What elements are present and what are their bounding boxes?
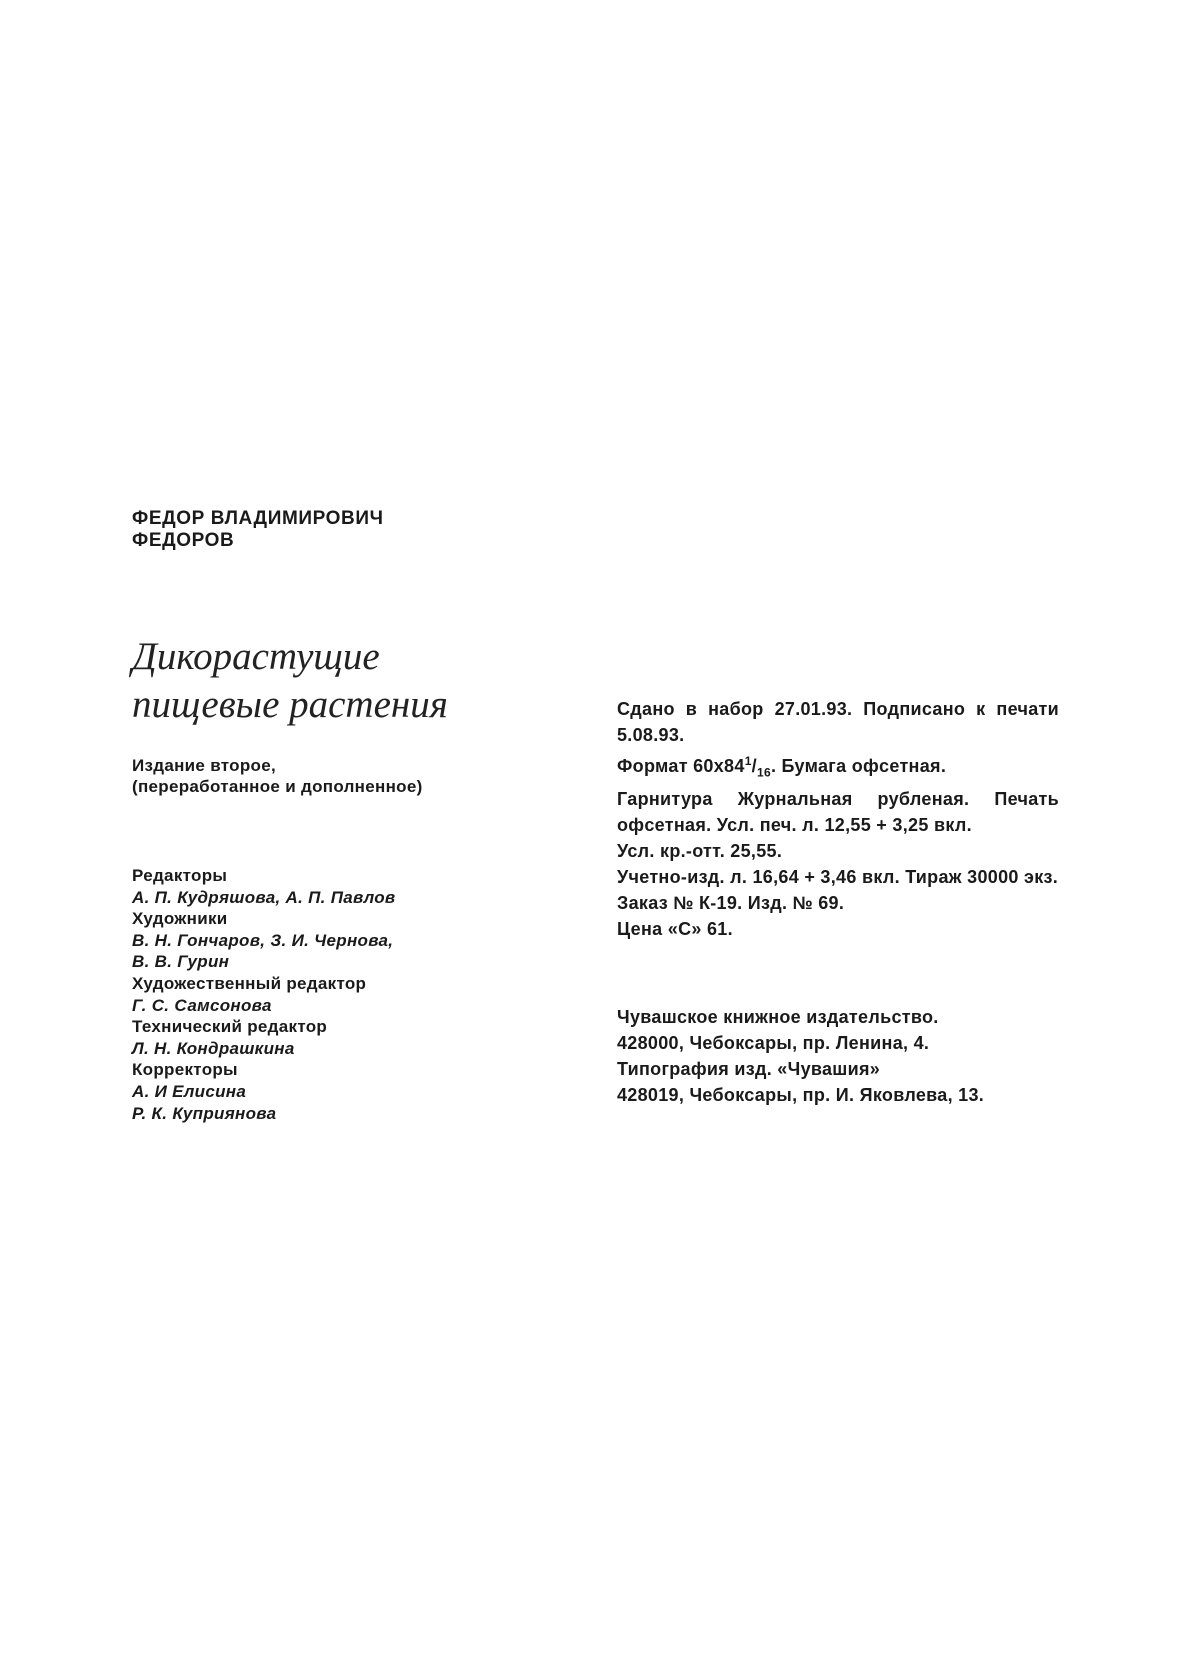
credit-name: Л. Н. Кондрашкина	[132, 1038, 295, 1058]
imprint-typeface: Гарнитура Журнальная рубленая. Печать офсетная. Усл. печ. л. 12,55 + 3,25 вкл.	[617, 788, 1059, 835]
credit-role: Художественный редактор	[132, 973, 367, 993]
book-title	[132, 633, 572, 729]
format-denominator: 16	[756, 765, 771, 780]
author-first-names: ФЕДОР ВЛАДИМИРОВИЧ	[132, 508, 384, 529]
imprint-price: Цена «С» 61.	[617, 918, 733, 939]
imprint-block	[617, 696, 1059, 942]
author-surname: ФЕДОРОВ	[132, 530, 235, 551]
publisher-block	[617, 1004, 1059, 1108]
edition-note	[132, 755, 572, 797]
imprint-pub-sheets: Учетно-изд. л. 16,64 + 3,46 вкл. Тираж 30000 экз.	[617, 866, 1059, 887]
imprint-dates: Сдано в набор 27.01.93. Подписано к печати 5.08.93.	[617, 699, 1059, 745]
credit-name: Р. К. Куприянова	[132, 1103, 277, 1123]
publisher-name: Чувашское книжное издательство.	[617, 1007, 939, 1027]
credits-list	[132, 865, 572, 1124]
book-title-line-1: Дикорастущие	[132, 635, 380, 678]
credit-role: Редакторы	[132, 866, 228, 885]
format-suffix: . Бумага офсетная.	[770, 756, 947, 776]
edition-line-2: (переработанное и дополненное)	[132, 777, 423, 796]
imprint-print-sheets: Усл. кр.-отт. 25,55.	[617, 840, 783, 861]
edition-line-1: Издание второе,	[132, 756, 276, 775]
credit-role: Технический редактор	[132, 1017, 328, 1037]
publisher-address: 428000, Чебоксары, пр. Ленина, 4.	[617, 1033, 930, 1053]
credit-role: Корректоры	[132, 1060, 238, 1080]
credit-name: В. Н. Гончаров, З. И. Чернова,	[132, 930, 394, 950]
book-title-line-2: пищевые растения	[132, 683, 448, 726]
format-numerator: 1	[744, 754, 752, 768]
author-name	[132, 508, 572, 552]
imprint-format: Формат $60x84^1/_{16}$. Бумага офсетная.	[617, 754, 947, 780]
credit-role: Художники	[132, 909, 228, 929]
printer-address: 428019, Чебоксары, пр. И. Яковлева, 13.	[617, 1085, 985, 1105]
credit-name: А. П. Кудряшова, А. П. Павлов	[132, 887, 396, 907]
credit-name: В. В. Гурин	[132, 952, 230, 972]
printer-name: Типография изд. «Чувашия»	[617, 1059, 881, 1079]
format-prefix: Формат 60x84	[617, 756, 745, 776]
credit-name: Г. С. Самсонова	[132, 995, 272, 1015]
credit-name: А. И Елисина	[132, 1081, 247, 1101]
imprint-order: Заказ № К-19. Изд. № 69.	[617, 892, 845, 913]
